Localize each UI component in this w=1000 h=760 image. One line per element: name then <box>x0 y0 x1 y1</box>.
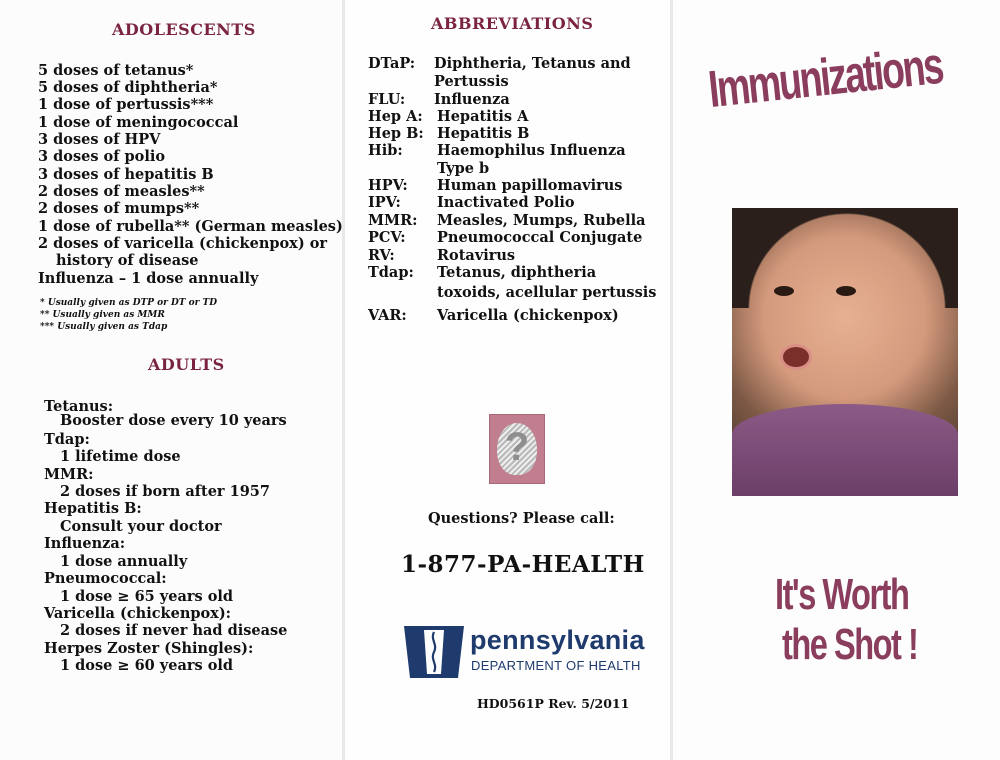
abbreviation-key: MMR: <box>368 212 418 229</box>
abbreviation-key: IPV: <box>368 194 401 211</box>
abbreviation-key: PCV: <box>368 229 406 246</box>
cover-tagline-line2: the Shot ! <box>782 620 918 669</box>
abbreviation-value: Pneumococcal Conjugate <box>437 229 643 246</box>
abbreviation-key: Hib: <box>368 142 403 159</box>
photo-eye-left <box>774 286 794 296</box>
adolescent-item: 3 doses of HPV <box>38 131 161 148</box>
agency-department: DEPARTMENT OF HEALTH <box>471 658 641 673</box>
abbreviation-value: toxoids, acellular pertussis <box>437 284 657 301</box>
adolescent-item: 1 dose of rubella** (German measles) <box>38 218 343 235</box>
cover-title: Immunizations <box>705 36 945 120</box>
adult-vaccine-name: MMR: <box>44 466 94 483</box>
footnote: ** Usually given as MMR <box>40 310 165 320</box>
adolescent-item: history of disease <box>56 252 199 269</box>
adult-vaccine-dose: 1 dose ≥ 65 years old <box>60 588 234 605</box>
adolescent-item: 5 doses of tetanus* <box>38 62 194 79</box>
photo-shirt <box>732 404 958 496</box>
photo-eye-right <box>836 286 856 296</box>
adolescent-item: 2 doses of measles** <box>38 183 205 200</box>
footnote: *** Usually given as Tdap <box>40 322 168 332</box>
abbreviation-key: HPV: <box>368 177 408 194</box>
abbreviation-value: Pertussis <box>434 73 509 90</box>
agency-name: pennsylvania <box>470 625 645 655</box>
abbreviation-value: Haemophilus Influenza <box>437 142 626 159</box>
adolescent-item: 3 doses of hepatitis B <box>38 166 214 183</box>
abbreviation-key: FLU: <box>368 91 406 108</box>
abbreviation-value: Measles, Mumps, Rubella <box>437 212 646 229</box>
baby-photo <box>732 208 958 496</box>
abbreviation-value: Hepatitis B <box>437 125 530 142</box>
abbreviation-value: Varicella (chickenpox) <box>437 307 619 324</box>
abbreviation-key: Hep B: <box>368 125 424 142</box>
question-mark-glyph: ? <box>504 425 530 469</box>
keystone-logo <box>404 626 464 678</box>
abbreviation-key: RV: <box>368 247 395 264</box>
abbreviation-value: Hepatitis A <box>437 108 529 125</box>
adult-vaccine-dose: Booster dose every 10 years <box>60 412 287 429</box>
abbreviation-value: Influenza <box>434 91 510 108</box>
adult-vaccine-dose: 2 doses if born after 1957 <box>60 483 270 500</box>
adolescent-item: 2 doses of varicella (chickenpox) or <box>38 235 328 252</box>
abbreviation-key: DTaP: <box>368 55 416 72</box>
adult-vaccine-name: Varicella (chickenpox): <box>44 605 232 622</box>
abbreviation-value: Tetanus, diphtheria <box>437 264 597 281</box>
left-panel <box>0 0 342 760</box>
adults-heading: ADULTS <box>148 355 225 374</box>
adult-vaccine-name: Tetanus: <box>44 398 114 415</box>
adult-vaccine-dose: 1 lifetime dose <box>60 448 181 465</box>
adult-vaccine-dose: 1 dose ≥ 60 years old <box>60 657 234 674</box>
adolescent-item: 2 doses of mumps** <box>38 200 200 217</box>
adult-vaccine-name: Influenza: <box>44 535 126 552</box>
abbreviation-value: Diphtheria, Tetanus and <box>434 55 631 72</box>
form-number: HD0561P Rev. 5/2011 <box>477 696 630 711</box>
adolescent-item: 5 doses of diphtheria* <box>38 79 218 96</box>
adult-vaccine-name: Herpes Zoster (Shingles): <box>44 640 254 657</box>
adult-vaccine-name: Tdap: <box>44 431 90 448</box>
abbreviation-value: Inactivated Polio <box>437 194 575 211</box>
abbreviation-value: Type b <box>437 160 490 177</box>
adult-vaccine-dose: 2 doses if never had disease <box>60 622 288 639</box>
abbreviation-key: Hep A: <box>368 108 423 125</box>
contact-prompt: Questions? Please call: <box>428 510 615 527</box>
adolescents-heading: ADOLESCENTS <box>112 20 256 39</box>
adult-vaccine-name: Pneumococcal: <box>44 570 167 587</box>
adult-vaccine-dose: 1 dose annually <box>60 553 188 570</box>
adult-vaccine-dose: Consult your doctor <box>60 518 222 535</box>
abbreviation-key: Tdap: <box>368 264 414 281</box>
abbreviation-value: Rotavirus <box>437 247 516 264</box>
abbreviation-key: VAR: <box>368 307 407 324</box>
abbreviation-value: Human papillomavirus <box>437 177 623 194</box>
adolescent-item: 1 dose of meningococcal <box>38 114 239 131</box>
adolescent-item: Influenza – 1 dose annually <box>38 270 259 287</box>
adolescent-item: 3 doses of polio <box>38 148 166 165</box>
cover-tagline-line1: It's Worth <box>775 570 909 619</box>
question-mark-ear-icon <box>489 414 545 484</box>
footnote: * Usually given as DTP or DT or TD <box>40 298 218 308</box>
adolescent-item: 1 dose of pertussis*** <box>38 96 214 113</box>
adult-vaccine-name: Hepatitis B: <box>44 500 142 517</box>
abbreviations-heading: ABBREVIATIONS <box>431 14 594 33</box>
phone-number[interactable]: 1-877-PA-HEALTH <box>401 551 645 578</box>
photo-mouth <box>780 344 812 370</box>
